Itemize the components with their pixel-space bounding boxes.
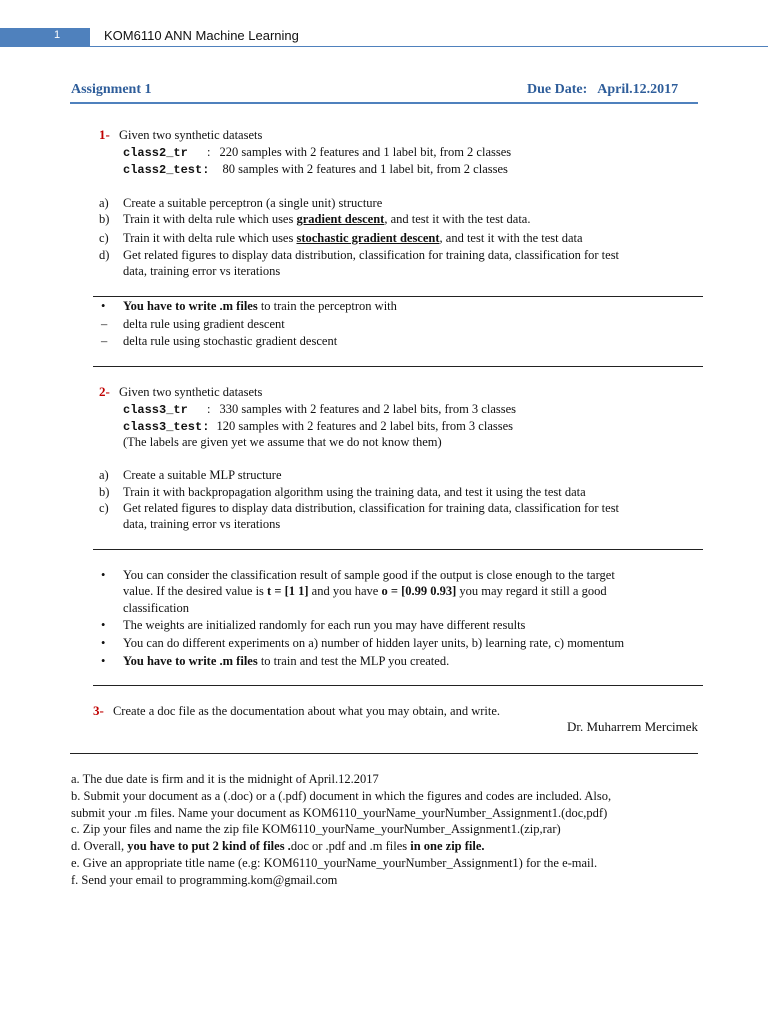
math-t: t = [1 1] — [267, 584, 309, 598]
footnote-text: doc or .pdf and .m files — [290, 839, 411, 853]
dataset-desc: 330 samples with 2 features and 2 label bits, from 3 classes — [219, 402, 517, 416]
due-date — [527, 82, 678, 98]
box2-bullet-1-line2 — [123, 583, 607, 599]
dash: – — [101, 334, 108, 348]
bullet: • — [101, 654, 106, 668]
box2-bullet-1 — [101, 567, 615, 583]
dataset-name: class2_test: — [123, 163, 210, 177]
bullet-text: You can consider the classification result of sample good if the output is close enough to the target — [123, 568, 615, 582]
dataset-sep: : — [206, 145, 211, 159]
item-emphasis: gradient descent — [296, 212, 385, 226]
box2-top-rule — [93, 549, 703, 550]
item-text: Get related figures to display data distribution, classification for training data, classification for test — [123, 248, 620, 262]
dataset-name: class3_test: — [123, 420, 210, 434]
bold-text: in one zip file. — [410, 839, 485, 853]
bullet: • — [101, 636, 106, 650]
q1-dataset-train — [123, 144, 511, 161]
footnote-text: d. Overall, — [71, 839, 128, 853]
bold-text: You have to write .m files — [123, 299, 258, 313]
q3-number: 3- — [93, 703, 104, 718]
q2-note: (The labels are given yet we assume that we do not know them) — [123, 435, 442, 449]
box2-bullet-1-line3: classification — [123, 601, 189, 615]
item-text: Train it with delta rule which uses — [123, 212, 297, 226]
course-title: KOM6110 ANN Machine Learning — [104, 28, 299, 43]
page-number: 1 — [54, 29, 61, 41]
bullet: • — [101, 568, 106, 582]
footnote-c: c. Zip your files and name the zip file KOM6110_yourName_yourNumber_Assignment1.(zip,rar) — [71, 822, 561, 836]
box1-bullet-1 — [101, 298, 397, 314]
item-emphasis: stochastic gradient descent — [296, 231, 440, 245]
q2-item-a — [99, 467, 282, 483]
dataset-desc: 80 samples with 2 features and 1 label bit, from 2 classes — [222, 162, 508, 176]
box2-bullet-4 — [101, 653, 450, 669]
box2-bullet-3 — [101, 635, 625, 651]
q2-item-c-cont: data, training error vs iterations — [123, 517, 281, 531]
bold-text: You have to write .m files — [123, 654, 258, 668]
box1-dash-2 — [101, 333, 338, 349]
footnote-f: f. Send your email to programming.kom@gmail.com — [71, 873, 338, 887]
math-o: o = [0.99 0.93] — [381, 584, 457, 598]
dataset-name: class3_tr — [123, 403, 188, 417]
q1-item-d-cont: data, training error vs iterations — [123, 264, 281, 278]
header-page-bar — [0, 28, 90, 46]
bullet-text: value. If the desired value is — [123, 584, 268, 598]
item-text: Train it with delta rule which uses — [123, 231, 297, 245]
bullet-text: you may regard it still a good — [456, 584, 607, 598]
box1-dash-1 — [101, 316, 285, 332]
q3 — [93, 703, 500, 719]
q1-item-d — [99, 247, 620, 263]
item-letter: c) — [99, 231, 109, 245]
q1-number: 1- — [99, 127, 110, 142]
footnote-rule — [70, 753, 698, 754]
q2-dataset-train — [123, 401, 516, 418]
box1-top-rule — [93, 296, 703, 297]
q2-item-b — [99, 484, 586, 500]
box2-bottom-rule — [93, 685, 703, 686]
q1-dataset-test — [123, 161, 508, 178]
dash: – — [101, 317, 108, 331]
q2-number: 2- — [99, 384, 110, 399]
header-rule — [0, 46, 768, 47]
bullet-text: You can do different experiments on a) number of hidden layer units, b) learning rate, c) momentum — [123, 636, 625, 650]
bullet-text: to train and test the MLP you created. — [257, 654, 450, 668]
q3-text: Create a doc file as the documentation about what you may obtain, and write. — [112, 704, 500, 718]
title-rule — [70, 102, 698, 104]
item-letter: a) — [99, 468, 109, 482]
item-text: , and test it with the test data — [439, 231, 583, 245]
due-value: April.12.2017 — [597, 82, 679, 97]
bullet-text: The weights are initialized randomly for each run you may have different results — [123, 618, 526, 632]
box1-bottom-rule — [93, 366, 703, 367]
box2-bullet-2 — [101, 617, 526, 633]
q1-intro — [99, 127, 262, 143]
q1-item-a — [99, 195, 383, 211]
bullet: • — [101, 299, 106, 313]
q2-dataset-test — [123, 418, 513, 435]
item-letter: d) — [99, 248, 110, 262]
footnote-b-cont: submit your .m files. Name your document as KOM6110_yourName_yourNumber_Assignment1.(doc,pdf) — [71, 806, 608, 820]
author-name: Dr. Muharrem Mercimek — [566, 719, 698, 734]
item-letter: c) — [99, 501, 109, 515]
item-text: Create a suitable perceptron (a single unit) structure — [123, 196, 383, 210]
item-text: Train it with backpropagation algorithm using the training data, and test it using the test data — [123, 485, 586, 499]
assignment-title: Assignment 1 — [71, 82, 152, 97]
q1-item-b — [99, 211, 531, 227]
q1-item-c — [99, 230, 583, 246]
q2-item-c — [99, 500, 620, 516]
bullet-text: to train the perceptron with — [257, 299, 397, 313]
dataset-desc: 120 samples with 2 features and 2 label bits, from 3 classes — [216, 419, 514, 433]
q2-intro — [99, 384, 262, 400]
due-label: Due Date: — [527, 82, 588, 97]
dataset-sep: : — [206, 402, 211, 416]
dash-text: delta rule using gradient descent — [123, 317, 285, 331]
q1-intro-text: Given two synthetic datasets — [118, 128, 263, 142]
bullet-text: and you have — [308, 584, 382, 598]
footnote-a: a. The due date is firm and it is the midnight of April.12.2017 — [71, 772, 379, 786]
q2-intro-text: Given two synthetic datasets — [118, 385, 263, 399]
footnote-d — [71, 838, 485, 855]
dataset-name: class2_tr — [123, 146, 188, 160]
bold-text: you have to put 2 kind of files . — [127, 839, 291, 853]
item-text: , and test it with the test data. — [384, 212, 531, 226]
footnote-e: e. Give an appropriate title name (e.g: KOM6110_yourName_yourNumber_Assignment1) for the e-mail. — [71, 856, 598, 870]
item-text: Create a suitable MLP structure — [123, 468, 282, 482]
footnote-b: b. Submit your document as a (.doc) or a (.pdf) document in which the figures and codes are included. Also, — [71, 789, 612, 803]
item-text: Get related figures to display data distribution, classification for training data, classification for test — [123, 501, 620, 515]
dash-text: delta rule using stochastic gradient descent — [123, 334, 338, 348]
item-letter: a) — [99, 196, 109, 210]
item-letter: b) — [99, 485, 110, 499]
bullet: • — [101, 618, 106, 632]
dataset-desc: 220 samples with 2 features and 1 label bit, from 2 classes — [219, 145, 512, 159]
item-letter: b) — [99, 212, 110, 226]
